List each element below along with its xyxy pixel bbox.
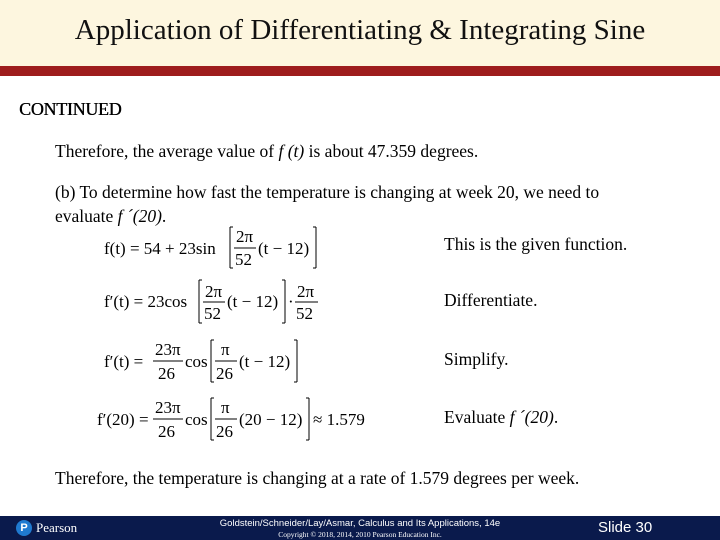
equation-4-graphic xyxy=(0,394,380,450)
eq3-note: Simplify. xyxy=(444,349,509,369)
eq2-arg-rest: (t − 12) xyxy=(227,292,279,311)
eq3-coef-num: 23π xyxy=(155,340,181,359)
eq4-func: cos xyxy=(185,410,208,429)
eq4-arg-den: 26 xyxy=(216,422,233,441)
para2-function: f ´(20) xyxy=(117,206,162,226)
eq2-factor-den: 52 xyxy=(296,304,313,323)
para1-text-a: Therefore, the average value of xyxy=(55,141,279,161)
equation-3-graphic xyxy=(0,336,330,392)
equation-step-1 xyxy=(0,221,628,277)
copyright-notice: Copyright © 2018, 2014, 2010 Pearson Education Inc. xyxy=(278,530,442,539)
para2-text-b: . xyxy=(161,206,167,226)
eq4-arg-rest: (20 − 12) xyxy=(239,410,303,429)
eq4-coef-num: 23π xyxy=(155,398,181,417)
eq2-arg-den: 52 xyxy=(204,304,221,323)
eq4-lhs: f′(20) = xyxy=(97,410,149,429)
slide-number: Slide 30 xyxy=(598,519,653,536)
eq4-arg-num: π xyxy=(221,398,230,417)
eq1-arg-num: 2π xyxy=(236,227,254,246)
eq1-lhs: f(t) = 54 + 23sin xyxy=(104,239,216,258)
title-divider xyxy=(0,66,720,76)
eq2-dot: · xyxy=(288,292,294,311)
para2-line1: (b) To determine how fast the temperature is changing at week 20, we need to xyxy=(55,182,600,202)
equation-step-4 xyxy=(0,394,559,450)
eq1-arg-den: 52 xyxy=(235,250,252,269)
eq3-arg-num: π xyxy=(221,340,230,359)
slide-title: Application of Differentiating & Integrating Sine xyxy=(74,14,646,46)
pearson-logo-text: Pearson xyxy=(36,520,78,535)
para2-text-a: evaluate xyxy=(55,206,118,226)
eq4-note-function: f ´(20) xyxy=(509,407,554,427)
eq3-coef-den: 26 xyxy=(158,364,175,383)
eq3-arg-rest: (t − 12) xyxy=(239,352,291,371)
eq4-note-b: . xyxy=(553,407,559,427)
equation-step-3 xyxy=(0,336,509,392)
footer-bar xyxy=(0,516,720,540)
eq1-arg-rest: (t − 12) xyxy=(258,239,310,258)
eq4-note-a: Evaluate xyxy=(444,407,510,427)
para1-text-b: is about 47.359 degrees. xyxy=(304,141,479,161)
eq1-note: This is the given function. xyxy=(444,234,628,254)
section-subtitle: CONTINUED xyxy=(19,99,122,119)
eq2-lhs: f′(t) = 23cos xyxy=(104,292,188,311)
paragraph-average-value xyxy=(55,139,478,163)
eq3-lhs: f′(t) = xyxy=(104,352,144,371)
eq4-note xyxy=(444,407,558,428)
eq3-arg-den: 26 xyxy=(216,364,233,383)
para1-function: f (t) xyxy=(278,141,305,161)
eq2-factor-num: 2π xyxy=(297,282,315,301)
eq4-coef-den: 26 xyxy=(158,422,175,441)
eq2-note: Differentiate. xyxy=(444,290,538,310)
equation-step-2 xyxy=(0,277,538,333)
eq4-result: ≈ 1.579 xyxy=(313,410,365,429)
equation-1-graphic xyxy=(0,221,330,277)
pearson-logo-icon: P xyxy=(16,520,32,536)
paragraph-conclusion: Therefore, the temperature is changing at a rate of 1.579 degrees per week. xyxy=(55,468,580,488)
equation-2-graphic xyxy=(0,277,330,333)
eq3-func: cos xyxy=(185,352,208,371)
eq2-arg-num: 2π xyxy=(205,282,223,301)
book-credit: Goldstein/Schneider/Lay/Asmar, Calculus and Its Applications, 14e xyxy=(219,518,501,529)
